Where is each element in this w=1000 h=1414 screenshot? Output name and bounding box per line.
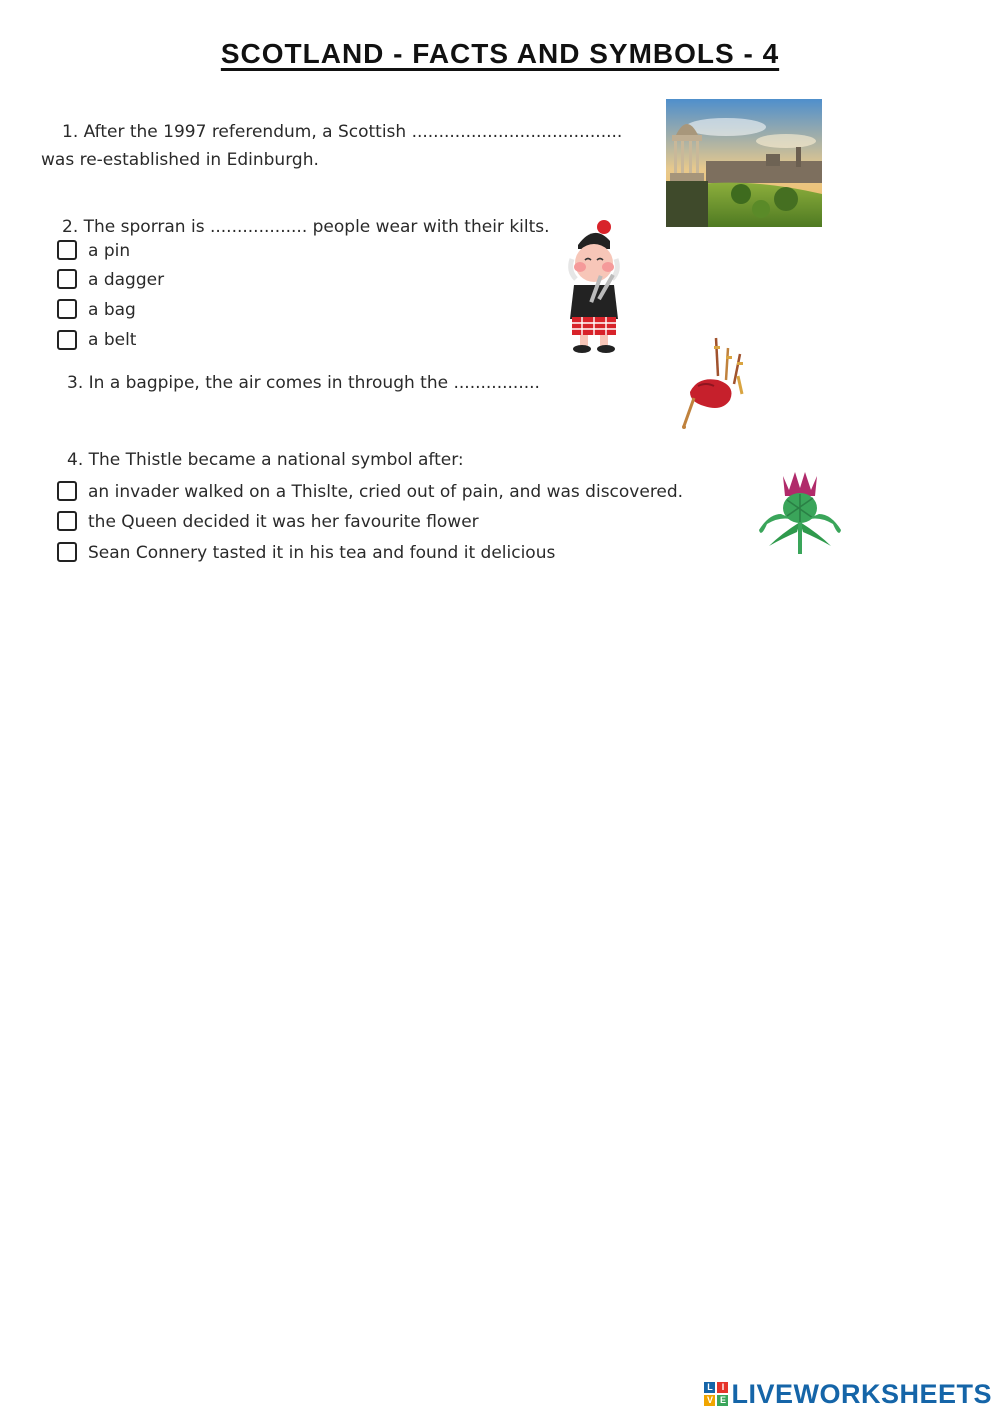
question-1-line-2: was re-established in Edinburgh. [41,150,319,170]
question-2-text: 2. The sporran is .................. people wear with their kilts. [62,217,550,237]
q2-option-pin-checkbox[interactable] [57,240,77,260]
logo-letter-i: I [717,1382,728,1393]
q4-option-queen-label: the Queen decided it was her favourite flower [88,512,479,532]
q4-option-invader-label: an invader walked on a Thislte, cried out of pain, and was discovered. [88,482,684,502]
q2-option-belt-label: a belt [88,330,137,350]
logo-letter-l: L [704,1382,715,1393]
q4-option-sean-connery-label: Sean Connery tasted it in his tea and found it delicious [88,543,556,563]
q4-option-queen-checkbox[interactable] [57,511,77,531]
q2-option-belt-checkbox[interactable] [57,330,77,350]
liveworksheets-watermark [704,1378,992,1410]
thistle-icon [757,468,843,556]
q4-option-sean-connery-checkbox[interactable] [57,542,77,562]
q2-option-dagger-checkbox[interactable] [57,269,77,289]
worksheet-title: SCOTLAND - FACTS AND SYMBOLS - 4 [220,38,780,69]
logo-letter-v: V [704,1395,715,1406]
q2-option-pin-label: a pin [88,241,131,261]
question-4-text: 4. The Thistle became a national symbol after: [67,450,464,470]
logo-letter-e: E [717,1395,728,1406]
question-1-line-1: 1. After the 1997 referendum, a Scottish ....................................... [62,122,623,142]
q4-option-invader-checkbox[interactable] [57,481,77,501]
liveworksheets-logo-icon [704,1382,728,1406]
q2-option-dagger-label: a dagger [88,270,165,290]
q2-option-bag-checkbox[interactable] [57,299,77,319]
liveworksheets-brand: LIVEWORKSHEETS [731,1378,992,1409]
scottish-piper-illustration [558,219,630,355]
bagpipe-icon [676,336,752,430]
question-3-text: 3. In a bagpipe, the air comes in through the ................ [67,373,540,393]
edinburgh-photo [666,99,822,227]
q2-option-bag-label: a bag [88,300,136,320]
